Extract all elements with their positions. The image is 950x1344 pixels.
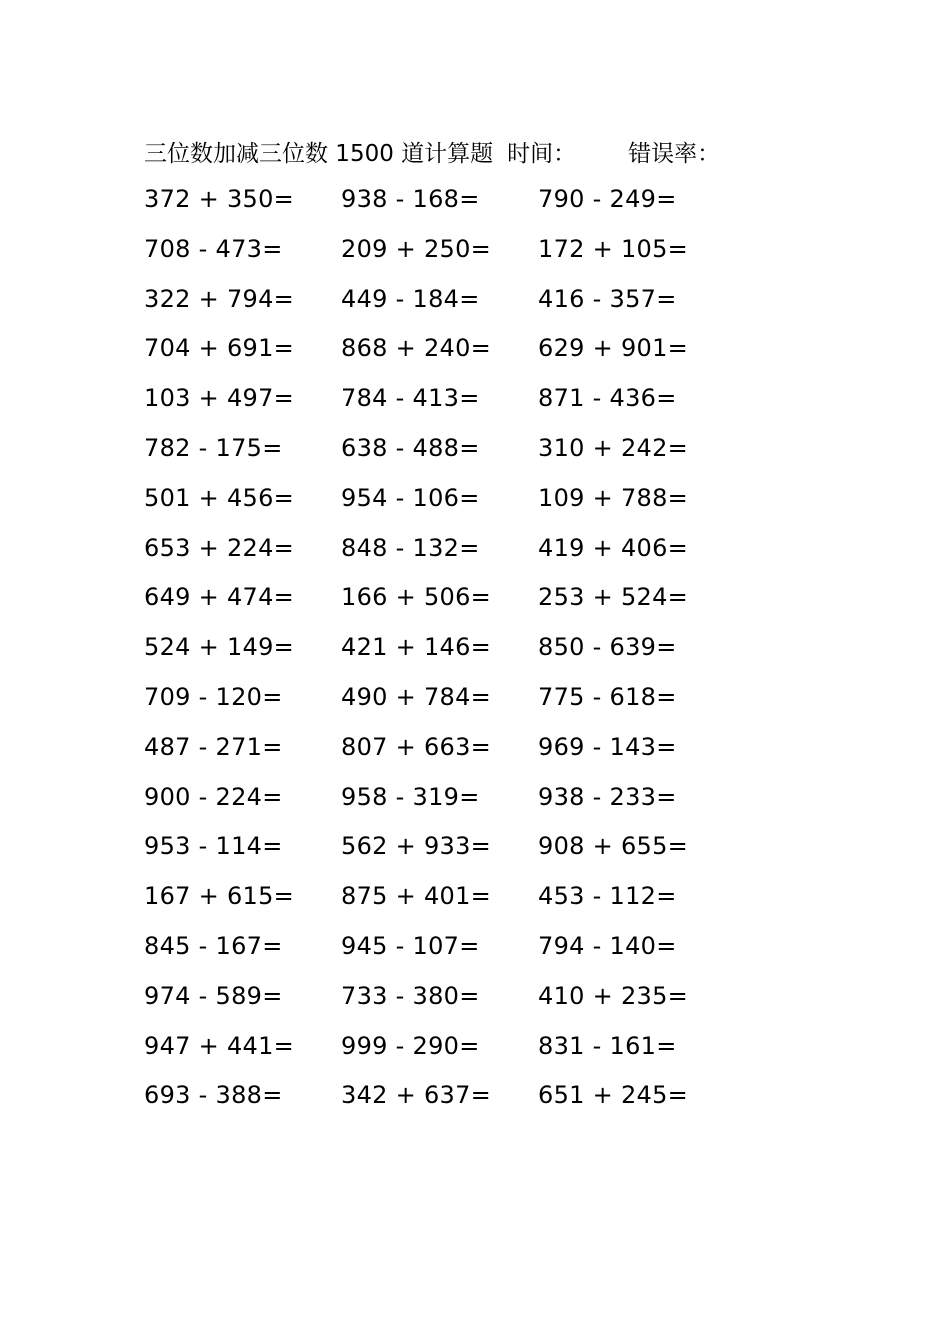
math-problem: 310 + 242= <box>538 433 689 462</box>
math-problem: 709 - 120= <box>144 682 283 711</box>
math-problem: 693 - 388= <box>144 1081 283 1110</box>
math-problem: 342 + 637= <box>341 1081 492 1110</box>
math-problem: 969 - 143= <box>538 732 677 761</box>
math-problem: 974 - 589= <box>144 981 283 1010</box>
time-label: 时间： <box>507 140 577 167</box>
math-problem: 253 + 524= <box>538 583 689 612</box>
math-problem: 653 + 224= <box>144 533 295 562</box>
math-problem: 938 - 233= <box>538 782 677 811</box>
math-problem: 782 - 175= <box>144 433 283 462</box>
math-problem: 999 - 290= <box>341 1031 480 1060</box>
math-problem: 908 + 655= <box>538 832 689 861</box>
math-problem: 794 - 140= <box>538 931 677 960</box>
math-problem: 649 + 474= <box>144 583 295 612</box>
math-problem: 831 - 161= <box>538 1031 677 1060</box>
math-problem: 953 - 114= <box>144 832 283 861</box>
math-problem: 449 - 184= <box>341 284 480 313</box>
math-problem: 419 + 406= <box>538 533 689 562</box>
math-problem: 954 - 106= <box>341 483 480 512</box>
math-problem: 167 + 615= <box>144 882 295 911</box>
math-problem: 845 - 167= <box>144 931 283 960</box>
math-problem: 947 + 441= <box>144 1031 295 1060</box>
math-problem: 850 - 639= <box>538 633 677 662</box>
math-problem: 900 - 224= <box>144 782 283 811</box>
math-problem: 733 - 380= <box>341 981 480 1010</box>
math-problem: 109 + 788= <box>538 483 689 512</box>
math-problem: 487 - 271= <box>144 732 283 761</box>
math-problem: 453 - 112= <box>538 882 677 911</box>
math-problem: 103 + 497= <box>144 384 295 413</box>
math-problem: 501 + 456= <box>144 483 295 512</box>
worksheet-header <box>144 133 720 169</box>
math-problem: 708 - 473= <box>144 234 283 263</box>
math-problem: 638 - 488= <box>341 433 480 462</box>
math-problem: 958 - 319= <box>341 782 480 811</box>
math-problem: 784 - 413= <box>341 384 480 413</box>
math-problem: 807 + 663= <box>341 732 492 761</box>
math-problem: 875 + 401= <box>341 882 492 911</box>
math-problem: 868 + 240= <box>341 334 492 363</box>
problem-grid <box>144 178 735 1124</box>
math-problem: 938 - 168= <box>341 185 480 213</box>
error-rate-label: 错误率： <box>628 140 721 167</box>
math-problem: 490 + 784= <box>341 682 492 711</box>
math-problem: 172 + 105= <box>538 234 689 263</box>
math-problem: 775 - 618= <box>538 682 677 711</box>
math-problem: 209 + 250= <box>341 234 492 263</box>
math-problem: 524 + 149= <box>144 633 295 662</box>
math-problem: 848 - 132= <box>341 533 480 562</box>
math-problem: 166 + 506= <box>341 583 492 612</box>
math-problem: 322 + 794= <box>144 284 295 313</box>
math-problem: 704 + 691= <box>144 334 295 363</box>
math-problem: 651 + 245= <box>538 1081 689 1110</box>
worksheet-title: 三位数加减三位数 1500 道计算题 <box>144 140 494 167</box>
math-problem: 945 - 107= <box>341 931 480 960</box>
math-problem: 416 - 357= <box>538 284 677 313</box>
math-problem: 421 + 146= <box>341 633 492 662</box>
math-problem: 372 + 350= <box>144 185 295 213</box>
math-problem: 562 + 933= <box>341 832 492 861</box>
math-problem: 871 - 436= <box>538 384 677 413</box>
math-problem: 410 + 235= <box>538 981 689 1010</box>
math-problem: 629 + 901= <box>538 334 689 363</box>
math-problem: 790 - 249= <box>538 185 677 213</box>
